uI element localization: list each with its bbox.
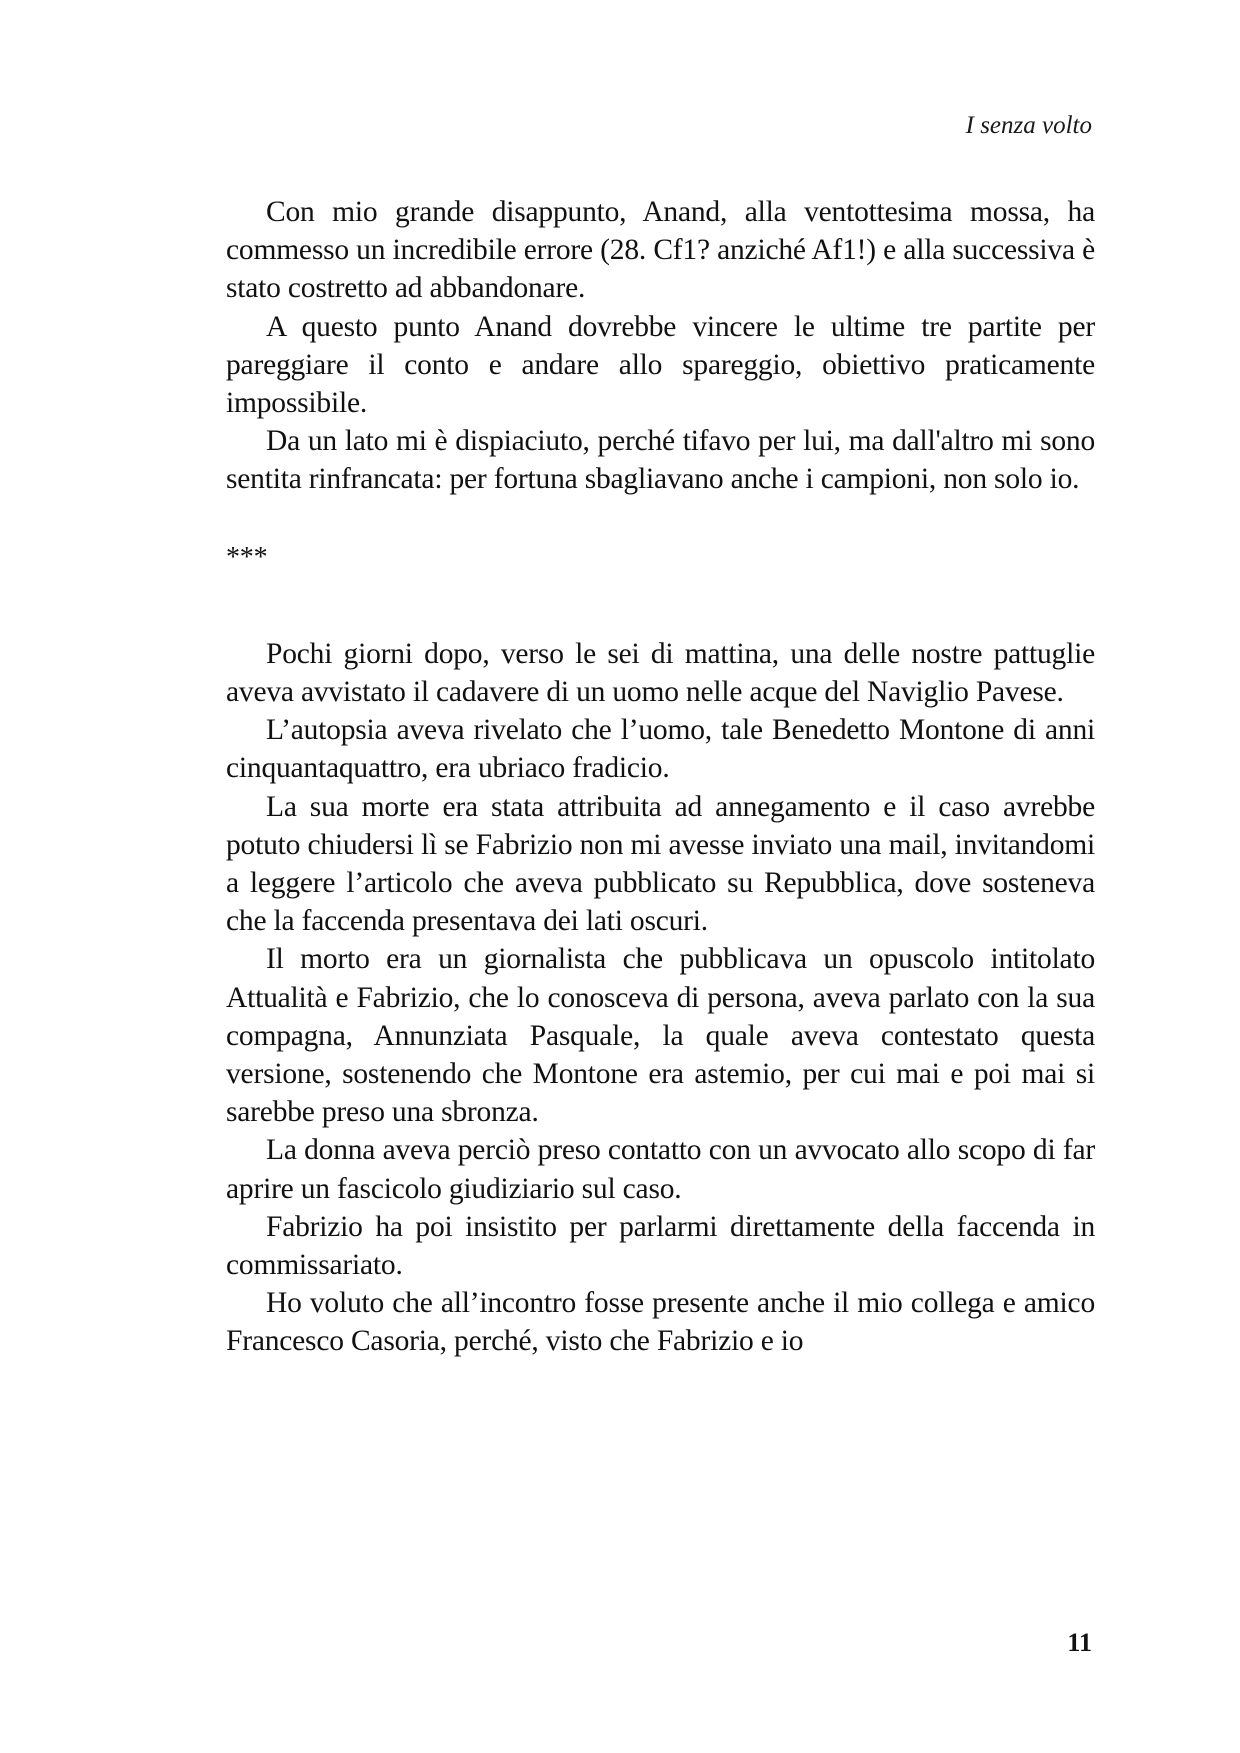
paragraph: Con mio grande disappunto, Anand, alla ventottesima mossa, ha commesso un incredibile errore (28. Cf1? anziché Af1!) e alla successiva è stato costretto ad abbandonare. — [226, 196, 1095, 305]
paragraph: A questo punto Anand dovrebbe vincere le ultime tre partite per pareggiare il conto e andare allo spareggio, obiettivo praticamente impossibile. — [226, 310, 1095, 420]
paragraph: La sua morte era stata attribuita ad annegamento e il caso avrebbe potuto chiudersi lì se Fabrizio non mi avesse inviato una mail, invitandomi a leggere l’articolo che aveva pubblicato su Repubblica, dove sosteneva che la faccenda presentava dei lati oscuri. — [226, 790, 1095, 938]
page-number: 11 — [1067, 1628, 1092, 1657]
paragraph: Pochi giorni dopo, verso le sei di mattina, una delle nostre pattuglie aveva avvistato il cadavere di un uomo nelle acque del Naviglio Pavese. — [226, 637, 1095, 709]
paragraph: Da un lato mi è dispiaciuto, perché tifavo per lui, ma dall'altro mi sono sentita rinfrancata: per fortuna sbagliavano anche i campioni, non solo io. — [226, 425, 1095, 496]
paragraph: Fabrizio ha poi insistito per parlarmi direttamente della faccenda in commissariato. — [226, 1210, 1095, 1282]
paragraph: La donna aveva perciò preso contatto con un avvocato allo scopo di far aprire un fascicolo giudiziario sul caso. — [226, 1134, 1095, 1205]
paragraph: Ho voluto che all’incontro fosse presente anche il mio collega e amico Francesco Casoria, perché, visto che Fabrizio e io — [226, 1287, 1095, 1358]
section-break: *** — [226, 541, 268, 573]
running-head: I senza volto — [965, 112, 1092, 139]
paragraph: Il morto era un giornalista che pubblicava un opuscolo intitolato Attualità e Fabrizio, che lo conosceva di persona, aveva parlato con la sua compagna, Annunziata Pasquale, la quale aveva contestato questa versione, sostenendo che Montone era astemio, per cui mai e poi mai si sarebbe preso una sbronza. — [226, 943, 1095, 1129]
paragraph: L’autopsia aveva rivelato che l’uomo, tale Benedetto Montone di anni cinquantaquattro, era ubriaco fradicio. — [226, 714, 1095, 785]
body-text — [226, 193, 1095, 1361]
